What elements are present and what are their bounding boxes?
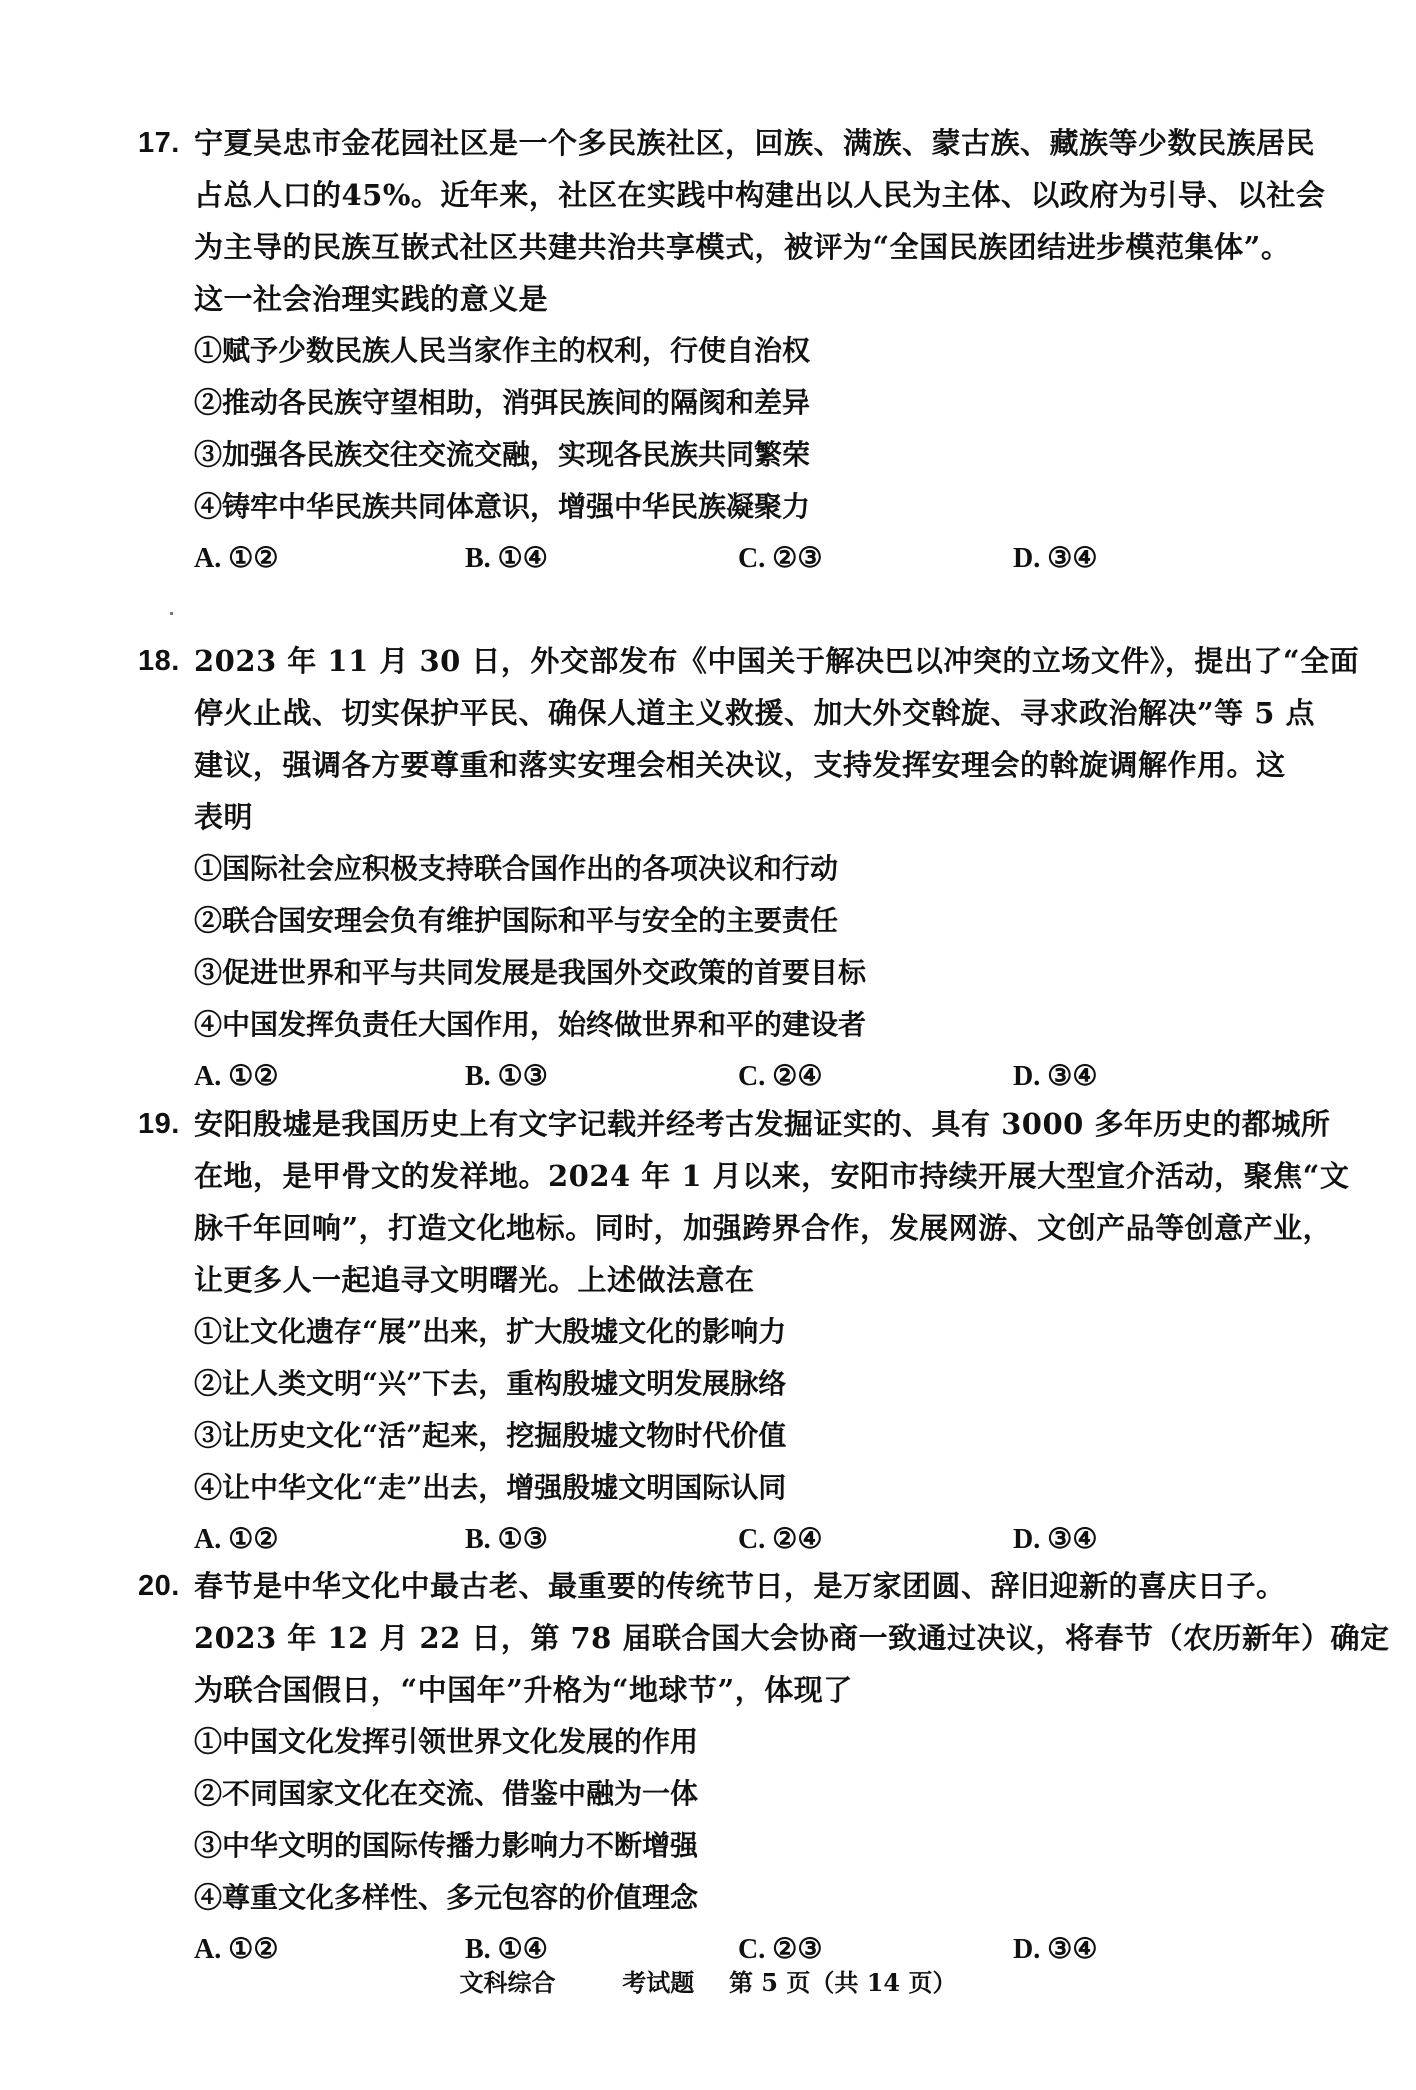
footer-paper: 考试题 xyxy=(622,1968,695,1997)
question-stem-line xyxy=(140,1612,1390,1664)
question-19 xyxy=(138,1098,1350,1566)
option-b[interactable]: B. ①④ xyxy=(465,1934,548,1965)
option-c[interactable]: C. ②③ xyxy=(738,543,823,574)
statement-3: ③加强各民族交往交流交融，实现各民族共同繁荣 xyxy=(194,438,811,471)
answer-options xyxy=(140,1051,1320,1103)
statement-4: ④铸牢中华民族共同体意识，增强中华民族凝聚力 xyxy=(194,490,811,523)
statement-2: ②不同国家文化在交流、借鉴中融为一体 xyxy=(194,1777,699,1810)
question-stem-text: 2023 年 12 月 22 日，第 78 届联合国大会协商一致通过决议，将春节（农历新年）确定 xyxy=(194,1621,1390,1655)
question-stem-line xyxy=(138,635,1360,687)
question-stem-text: 宁夏吴忠市金花园社区是一个多民族社区，回族、满族、蒙古族、藏族等少数民族居民 xyxy=(194,126,1316,160)
question-stem-line xyxy=(140,1560,1320,1612)
option-b[interactable]: B. ①③ xyxy=(465,1061,548,1092)
question-stem-text: 让更多人一起追寻文明曙光。上述做法意在 xyxy=(194,1263,755,1297)
question-stem-text: 表明 xyxy=(194,800,254,834)
answer-options xyxy=(140,533,1320,585)
question-stem-line xyxy=(138,1098,1331,1150)
question-stem-text: 这一社会治理实践的意义是 xyxy=(194,282,549,316)
question-stem-text: 在地，是甲骨文的发祥地。2024 年 1 月以来，安阳市持续开展大型宣介活动，聚焦“文 xyxy=(194,1159,1350,1193)
option-a[interactable]: A. ①② xyxy=(194,1061,279,1092)
option-d[interactable]: D. ③④ xyxy=(1013,543,1098,574)
question-stem-text: 2023 年 11 月 30 日，外交部发布《中国关于解决巴以冲突的立场文件》，提出了“全面 xyxy=(194,644,1360,678)
question-stem-line xyxy=(140,221,1320,273)
question-stem-line xyxy=(140,739,1320,791)
scan-speck xyxy=(170,612,173,615)
statement-2: ②推动各民族守望相助，消弭民族间的隔阂和差异 xyxy=(194,386,811,419)
question-number: 18. xyxy=(138,645,180,677)
question-stem-line xyxy=(140,1150,1350,1202)
statement-4: ④让中华文化“走”出去，增强殷墟文明国际认同 xyxy=(194,1471,787,1504)
option-b[interactable]: B. ①④ xyxy=(465,543,548,574)
question-stem-line xyxy=(140,117,1320,169)
option-c[interactable]: C. ②④ xyxy=(738,1061,823,1092)
question-number: 20. xyxy=(138,1570,180,1602)
question-stem-text: 占总人口的45%。近年来，社区在实践中构建出以人民为主体、以政府为引导、以社会 xyxy=(194,178,1326,212)
question-stem-line xyxy=(140,791,1320,843)
statement-1: ①让文化遗存“展”出来，扩大殷墟文化的影响力 xyxy=(194,1315,787,1348)
statement-3: ③促进世界和平与共同发展是我国外交政策的首要目标 xyxy=(194,956,867,989)
statement-1: ①国际社会应积极支持联合国作出的各项决议和行动 xyxy=(194,852,839,885)
statement-1: ①赋予少数民族人民当家作主的权利，行使自治权 xyxy=(194,334,811,367)
statement-4: ④中国发挥负责任大国作用，始终做世界和平的建设者 xyxy=(194,1008,867,1041)
option-c[interactable]: C. ②④ xyxy=(738,1524,823,1555)
page-footer xyxy=(0,1965,1416,2001)
question-stem-line xyxy=(140,273,1320,325)
question-stem-line xyxy=(140,1254,1320,1306)
footer-page-number: 第 5 页（共 14 页） xyxy=(728,1968,957,1997)
question-17 xyxy=(138,117,1326,585)
question-number: 17. xyxy=(138,127,180,159)
question-stem-text: 安阳殷墟是我国历史上有文字记载并经考古发掘证实的、具有 3000 多年历史的都城所 xyxy=(194,1107,1331,1141)
question-number: 19. xyxy=(138,1108,180,1140)
question-stem-text: 停火止战、切实保护平民、确保人道主义救援、加大外交斡旋、寻求政治解决”等 5 点 xyxy=(194,696,1316,730)
question-stem-text: 建议，强调各方要尊重和落实安理会相关决议，支持发挥安理会的斡旋调解作用。这 xyxy=(194,748,1286,782)
footer-subject: 文科综合 xyxy=(459,1968,556,1997)
question-stem-line xyxy=(140,1664,1320,1716)
statement-1: ①中国文化发挥引领世界文化发展的作用 xyxy=(194,1725,699,1758)
statement-2: ②联合国安理会负有维护国际和平与安全的主要责任 xyxy=(194,904,839,937)
option-d[interactable]: D. ③④ xyxy=(1013,1934,1098,1965)
answer-options xyxy=(140,1514,1320,1566)
question-stem-text: 春节是中华文化中最古老、最重要的传统节日，是万家团圆、辞旧迎新的喜庆日子。 xyxy=(194,1569,1286,1603)
question-20 xyxy=(138,1560,1390,1976)
question-stem-line xyxy=(140,1202,1333,1254)
question-stem-line xyxy=(140,169,1326,221)
question-18 xyxy=(138,635,1360,1103)
question-stem-line xyxy=(140,687,1320,739)
statement-4: ④尊重文化多样性、多元包容的价值理念 xyxy=(194,1881,699,1914)
statement-3: ③中华文明的国际传播力影响力不断增强 xyxy=(194,1829,699,1862)
question-stem-text: 为主导的民族互嵌式社区共建共治共享模式，被评为“全国民族团结进步模范集体”。 xyxy=(194,230,1291,264)
statement-3: ③让历史文化“活”起来，挖掘殷墟文物时代价值 xyxy=(194,1419,787,1452)
question-stem-text: 为联合国假日，“中国年”升格为“地球节”，体现了 xyxy=(194,1673,853,1707)
option-a[interactable]: A. ①② xyxy=(194,1524,279,1555)
option-d[interactable]: D. ③④ xyxy=(1013,1061,1098,1092)
question-stem-text: 脉千年回响”，打造文化地标。同时，加强跨界合作，发展网游、文创产品等创意产业， xyxy=(194,1211,1333,1245)
statement-2: ②让人类文明“兴”下去，重构殷墟文明发展脉络 xyxy=(194,1367,787,1400)
option-a[interactable]: A. ①② xyxy=(194,1934,279,1965)
option-a[interactable]: A. ①② xyxy=(194,543,279,574)
option-d[interactable]: D. ③④ xyxy=(1013,1524,1098,1555)
option-c[interactable]: C. ②③ xyxy=(738,1934,823,1965)
option-b[interactable]: B. ①③ xyxy=(465,1524,548,1555)
